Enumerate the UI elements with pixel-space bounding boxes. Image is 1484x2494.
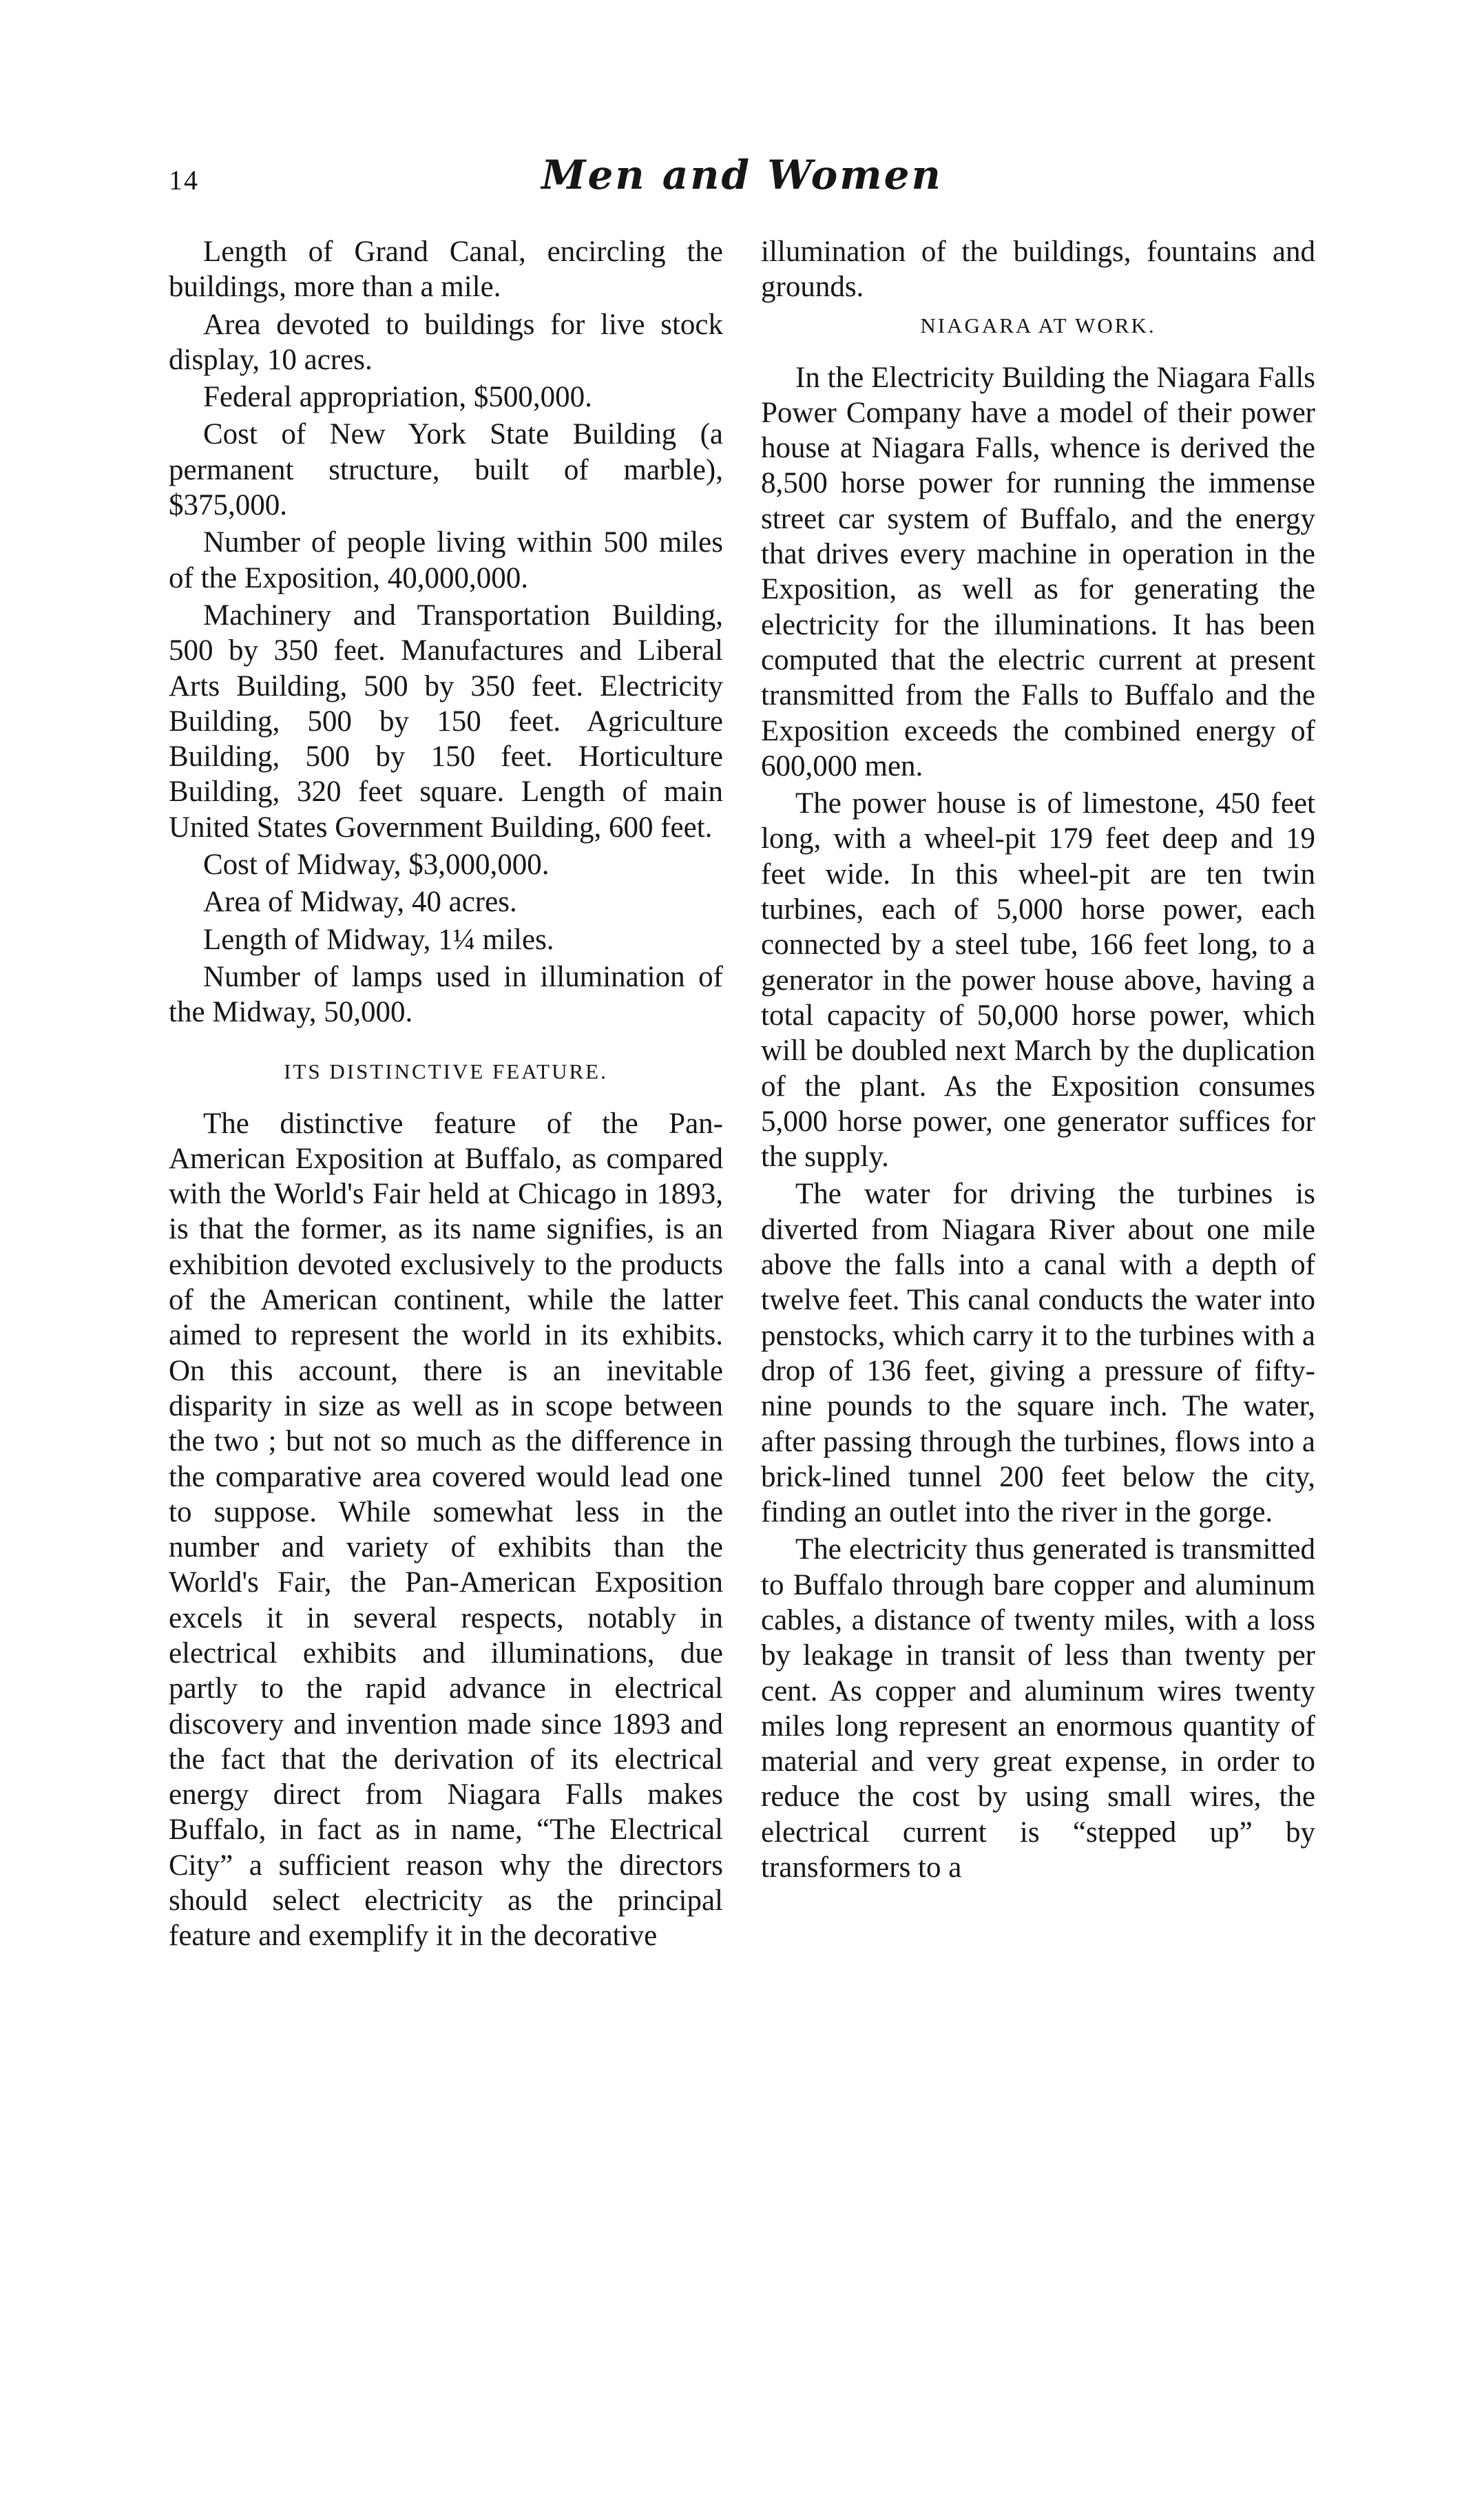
section-heading-distinctive-feature: ITS DISTINCTIVE FEATURE. [284,1059,608,1083]
running-title: Men and Women [541,152,943,198]
fact-live-stock-area: Area devoted to buildings for live stock display, 10 acres. [169,308,723,376]
continued-text: illumination of the buildings, fountains and grounds. [761,236,1315,304]
paragraph-transmission: The electricity thus generated is transmitted to Buffalo through bare copper and aluminum cables, a distance of twenty miles, with a loss by leakage in transit of less than twenty per cent. As copper and aluminum wires twenty miles long represent an enormous quantity of material and very great expense, in order to reduce the cost by using small wires, the electrical current is “stepped up” by transformers to a [761,1533,1315,1884]
section-heading-niagara-at-work: NIAGARA AT WORK. [920,313,1156,337]
paragraph-power-house: The power house is of limestone, 450 feet long, with a wheel-pit 179 feet deep and 19 feet wide. In this wheel-pit are ten twin turbines, each of 5,000 horse power, each connected by a steel tube, 166 feet long, to a generator in the power house above, having a total capacity of 50,000 horse power, which will be doubled next March by the duplication of the plant. As the Exposition consumes 5,000 horse power, one generator suffices for the supply. [761,787,1315,1174]
fact-midway-cost: Cost of Midway, $3,000,000. [203,849,550,882]
fact-grand-canal: Length of Grand Canal, encircling the buildings, more than a mile. [169,236,723,304]
fact-midway-area: Area of Midway, 40 acres. [203,886,517,919]
fact-federal-appropriation: Federal appropriation, $500,000. [203,381,592,414]
fact-building-sizes: Machinery and Transportation Building, 500 by 350 feet. Manufactures and Liberal Arts Building, 500 by 350 feet. Electricity Building, 500 by 150 feet. Agriculture Building, 500 by 150 feet. Horticulture Building, 320 feet square. Length of main United States Government Building, 600 feet. [169,599,723,844]
paragraph-water-turbines: The water for driving the turbines is diverted from Niagara River about one mile above the falls into a canal with a depth of twelve feet. This canal conducts the water into penstocks, which carry it to the turbines with a drop of 136 feet, giving a pressure of fifty-nine pounds to the square inch. The water, after passing through the turbines, flows into a brick-lined tunnel 200 feet below the city, finding an outlet into the river in the gorge. [761,1178,1315,1529]
right-column [761,234,1315,1887]
left-column [169,234,723,1956]
page-number: 14 [169,165,199,196]
fact-population: Number of people living within 500 miles of the Exposition, 40,000,000. [169,526,723,594]
fact-midway-lamps: Number of lamps used in illumination of the Midway, 50,000. [169,960,723,1029]
paragraph-electricity-building: In the Electricity Building the Niagara Falls Power Company have a model of their power house at Niagara Falls, whence is derived the 8,500 horse power for running the immense street car system of Buffalo, and the energy that drives every machine in operation in the Exposition, as well as for generating the electricity for the illuminations. It has been computed that the electric current at present transmitted from the Falls to Buffalo and the Exposition exceeds the combined energy of 600,000 men. [761,361,1315,782]
fact-new-york-building: Cost of New York State Building (a permanent structure, built of marble), $375,000. [169,418,723,522]
fact-midway-length: Length of Midway, 1¼ miles. [203,923,554,956]
distinctive-feature-paragraph: The distinctive feature of the Pan-American Exposition at Buffalo, as compared with the World's Fair held at Chicago in 1893, is that the former, as its name signifies, is an exhibition devoted exclusively to the products of the American continent, while the latter aimed to represent the world in its exhibits. On this account, there is an inevitable disparity in size as well as in scope between the two ; but not so much as the difference in the comparative area covered would lead one to suppose. While somewhat less in the number and variety of exhibits than the World's Fair, the Pan-American Exposition excels it in several respects, notably in electrical exhibits and illuminations, due partly to the rapid advance in electrical discovery and invention made since 1893 and the fact that the derivation of its electrical energy direct from Niagara Falls makes Buffalo, in fact as in name, “The Electrical City” a sufficient reason why the directors should select electricity as the principal feature and exemplify it in the decorative [169,1107,723,1953]
